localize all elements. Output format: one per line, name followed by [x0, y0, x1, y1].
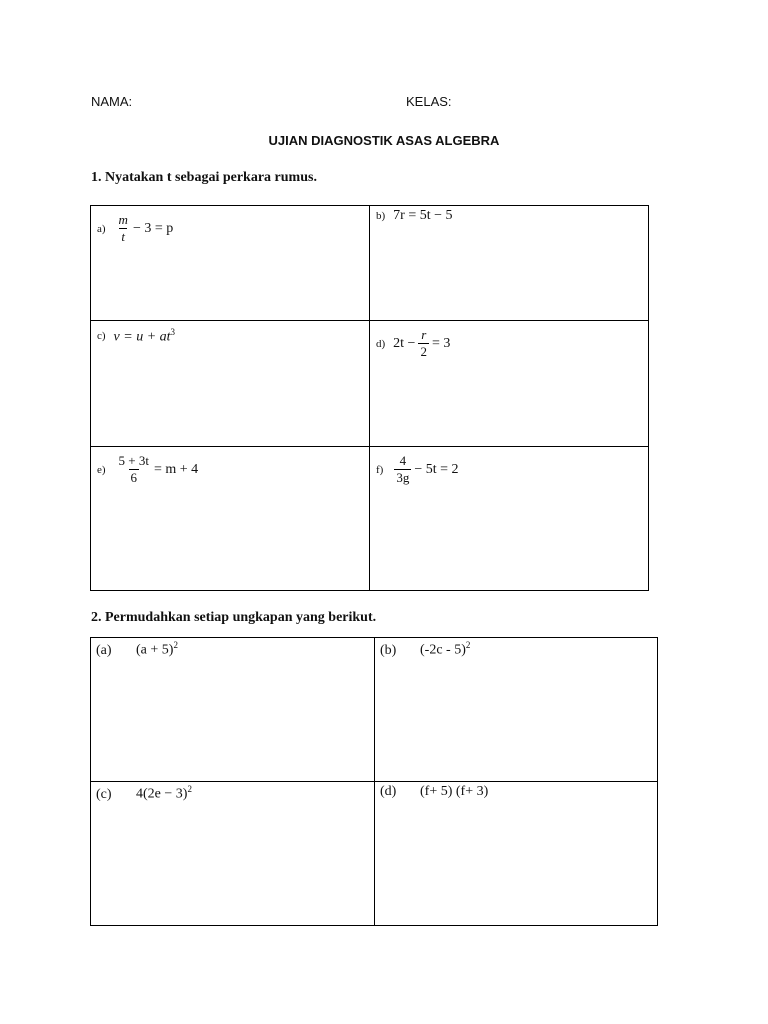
denominator: 3g: [396, 470, 410, 485]
expression-2b: [380, 640, 470, 659]
item-label: b): [376, 210, 386, 222]
denominator: 6: [130, 470, 138, 485]
answer-cell-1b: [370, 206, 649, 321]
fraction: [418, 327, 429, 360]
numerator: 5 + 3t: [118, 453, 149, 468]
equation-text: [114, 327, 176, 346]
expression-base: (a + 5): [136, 642, 174, 658]
equation-1c: [97, 327, 175, 346]
question-1-heading: 1. Nyatakan t sebagai perkara rumus.: [91, 170, 317, 185]
answer-cell-2b: [375, 638, 658, 782]
kelas-label: KELAS:: [406, 94, 452, 109]
equation-1b: [376, 208, 453, 224]
exponent: 2: [187, 784, 192, 794]
question-1-table: [90, 205, 649, 591]
item-label: a): [97, 222, 106, 235]
question-2-table: [90, 637, 658, 926]
answer-cell-2d: [375, 782, 658, 926]
expression-2a: [96, 640, 178, 659]
fraction: [394, 453, 411, 486]
nama-label: NAMA:: [91, 94, 133, 109]
exponent: 2: [173, 640, 178, 650]
answer-cell-1f: [370, 447, 649, 591]
equation-1a: [97, 212, 173, 245]
fraction: [117, 453, 151, 486]
item-label: (b): [380, 642, 397, 658]
item-label: e): [97, 463, 106, 476]
numerator: r: [421, 327, 427, 342]
answer-cell-1d: [370, 321, 649, 447]
equation-base: v = u + at: [113, 329, 171, 345]
equation-1d: [376, 327, 450, 360]
equation-rest: = 3: [431, 335, 451, 351]
numerator: m: [118, 212, 128, 227]
expression-base: 4(2e − 3): [136, 786, 188, 802]
equation-rest: − 5t = 2: [414, 461, 459, 477]
page-title: UJIAN DIAGNOSTIK ASAS ALGEBRA: [268, 133, 500, 148]
numerator: 4: [399, 453, 407, 468]
item-label: f): [376, 463, 384, 476]
item-label: (a): [96, 642, 112, 658]
expression-base: (-2c - 5): [420, 642, 466, 658]
item-label: d): [376, 337, 386, 350]
equation-rest: − 3 = p: [132, 220, 174, 236]
answer-cell-1c: [91, 321, 370, 447]
question-2-heading: 2. Permudahkan setiap ungkapan yang berikut.: [91, 610, 377, 625]
item-label: (d): [380, 784, 397, 799]
equation-text: 7r = 5t − 5: [393, 208, 453, 223]
fraction: [117, 212, 130, 245]
denominator: 2: [420, 344, 427, 359]
equation-1f: [376, 453, 459, 486]
expression-text: (f+ 5) (f+ 3): [420, 784, 489, 799]
answer-cell-2c: [91, 782, 375, 926]
equation-1e: [97, 453, 198, 486]
answer-cell-1e: [91, 447, 370, 591]
equation-rest: = m + 4: [154, 461, 199, 477]
expression-2d: [380, 784, 488, 800]
answer-cell-2a: [91, 638, 375, 782]
item-label: c): [97, 330, 106, 343]
denominator: t: [121, 229, 126, 244]
answer-cell-1a: [91, 206, 370, 321]
exponent: 2: [465, 640, 471, 650]
exponent: 3: [170, 327, 176, 337]
item-label: (c): [96, 786, 112, 802]
equation-lead: 2t −: [393, 335, 416, 351]
expression-2c: [96, 784, 192, 803]
